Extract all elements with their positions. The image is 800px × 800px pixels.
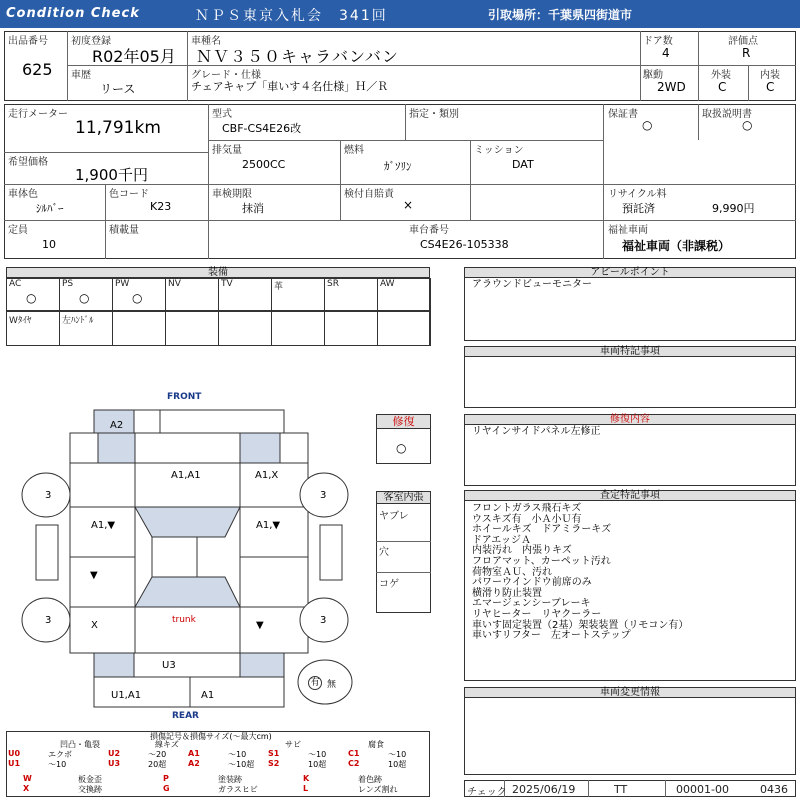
equipment-label: PW: [115, 279, 130, 289]
front-label: FRONT: [167, 392, 202, 402]
doors-label: ドア数: [643, 36, 673, 47]
inspection-note-line: フロアマット、カーペット汚れ: [472, 556, 611, 567]
change-info-title: 車両変更情報: [465, 688, 795, 698]
legend-code: G: [163, 784, 170, 793]
legend-desc: エクボ: [48, 750, 72, 759]
part-front-right: A1,X: [255, 470, 279, 481]
fuel: ｶﾞｿﾘﾝ: [384, 160, 412, 173]
legend-desc: ～10: [48, 760, 67, 769]
inspection-note-line: 横滑り防止装置: [472, 587, 542, 599]
legend-desc: 塗装跡: [218, 775, 242, 784]
drive: 2WD: [657, 80, 686, 94]
spare-tire-no: 無: [327, 680, 337, 690]
inspection-note-line: 荷物室ＡＵ、汚れ: [472, 566, 552, 578]
code: 00001-00: [676, 783, 729, 796]
spare-tire-yes: 有: [308, 676, 322, 690]
part-a2: A2: [110, 420, 124, 431]
appeal-title: アピールポイント: [465, 268, 795, 278]
legend-group: 凹凸・亀裂: [60, 740, 100, 749]
equipment-label: NV: [168, 279, 181, 289]
legend-code: W: [23, 774, 32, 783]
legend-desc: 着色跡: [358, 775, 382, 784]
fuel-label: 燃料: [344, 145, 364, 156]
inspection-note-line: リヤヒーター リヤクーラー: [472, 609, 602, 620]
equipment-mark: ○: [26, 291, 37, 305]
part-rear-right-door: ▼: [256, 620, 264, 631]
tire-rear-right: 3: [320, 615, 327, 626]
equipment-cell: [324, 311, 378, 346]
liability-label: 検付自賠責: [344, 189, 394, 200]
mission-label: ミッション: [474, 145, 524, 156]
inspection-note-line: パワーウインドウ前席のみ: [472, 577, 592, 589]
model-label: 型式: [212, 109, 232, 120]
legend-desc: ガラスヒビ: [218, 785, 258, 794]
part-left-mid: ▼: [90, 570, 98, 581]
rating-label: 評価点: [728, 36, 758, 47]
legend-desc: 10超: [308, 760, 327, 769]
inspection-note-line: 内装汚れ 内張りキズ: [472, 545, 572, 557]
equipment-label: AC: [9, 279, 22, 289]
part-rear-right: A1: [201, 690, 215, 701]
legend-desc: ～10: [308, 750, 327, 759]
first-reg-label: 初度登録: [71, 36, 111, 47]
check-date: 2025/06/19: [512, 783, 576, 796]
doc-num: 0436: [760, 783, 788, 796]
inspection-notes-title: 査定特記事項: [465, 491, 795, 501]
legend-desc: ～10超: [228, 760, 255, 769]
grade-label: グレード・仕様: [191, 70, 261, 81]
legend-code: K: [303, 774, 310, 783]
repair-mark: ○: [396, 441, 407, 455]
ext: C: [718, 80, 727, 94]
legend-desc: ～10: [228, 750, 247, 759]
first-reg: R02年05月: [92, 47, 176, 66]
appeal-text: アラウンドビューモニター: [472, 279, 592, 290]
legend-desc: 交換跡: [78, 785, 102, 794]
equipment-label: AW: [380, 279, 395, 289]
price: 1,900千円: [75, 166, 148, 184]
equipment-label: Wﾀｲﾔ: [9, 316, 32, 326]
legend-code: U2: [108, 749, 121, 758]
displacement-label: 排気量: [212, 145, 242, 156]
color-code-label: 色コード: [109, 189, 149, 200]
auction-name: ＮＰＳ東京入札会 341回: [195, 8, 388, 24]
part-front-left-door: A1,▼: [91, 520, 116, 531]
equipment-cell: [377, 311, 431, 346]
int-label: 内装: [760, 70, 780, 81]
legend-desc: 板金歪: [78, 775, 102, 784]
mileage: 11,791km: [75, 118, 161, 138]
legend-group: 線キズ: [155, 740, 179, 749]
mileage-label: 走行メーター: [8, 109, 68, 120]
welfare-label: 福祉車両: [608, 225, 648, 236]
history-label: 車歴: [71, 70, 91, 81]
chassis: CS4E26-105338: [420, 238, 509, 251]
part-rear-left: U1,A1: [111, 690, 142, 701]
color-label: 車体色: [8, 189, 38, 200]
rear-label: REAR: [172, 711, 199, 721]
legend-code: A1: [188, 749, 200, 758]
part-rear-left-door: X: [91, 620, 98, 631]
equipment-label: SR: [327, 279, 339, 289]
repair-title: 修復: [377, 415, 430, 429]
legend-desc: レンズ割れ: [358, 785, 398, 794]
manual-mark: ○: [742, 118, 753, 132]
color: ｼﾙﾊﾞｰ: [36, 202, 64, 215]
interior-item-tear: ヤブレ: [379, 511, 409, 522]
part-hood: A1,A1: [171, 470, 201, 481]
ext-label: 外装: [711, 70, 731, 81]
equipment-cell: [112, 311, 166, 346]
equipment-label: PS: [62, 279, 74, 289]
equipment-label: 左ﾊﾝﾄﾞﾙ: [62, 316, 94, 326]
repair-detail-text: リヤインサイドパネル左修正: [472, 426, 601, 437]
equipment-title: 装備: [7, 268, 429, 278]
equipment-label: 革: [274, 282, 284, 292]
legend-desc: ～20: [148, 750, 167, 759]
equipment-mark: ○: [132, 291, 143, 305]
legend-code: S2: [268, 759, 280, 768]
inspection-label: 車検期限: [212, 189, 252, 200]
legend-desc: 10超: [388, 760, 407, 769]
warranty-label: 保証書: [608, 109, 638, 120]
interior-title: 客室内張: [377, 492, 430, 504]
price-label: 希望価格: [8, 157, 48, 168]
legend-code: X: [23, 784, 30, 793]
mission: DAT: [512, 158, 534, 171]
part-front-right-door: A1,▼: [256, 520, 281, 531]
capacity: 10: [42, 238, 56, 251]
legend-code: P: [163, 774, 169, 783]
inspection-note-line: 車いす固定装置（2基）架装装置（リモコン有）: [472, 619, 689, 631]
legend-group: 腐食: [368, 740, 384, 749]
model: CBF-CS4E26改: [222, 122, 302, 135]
tire-front-right: 3: [320, 490, 327, 501]
color-code: K23: [150, 200, 172, 213]
equipment-cell: [165, 311, 219, 346]
warranty-mark: ○: [642, 118, 653, 132]
repair-detail-title: 修復内容: [465, 415, 795, 425]
part-rear-bumper-upper: U3: [162, 660, 176, 671]
inspection-note-line: ドアエッジＡ: [472, 534, 531, 546]
liability: ×: [403, 198, 414, 212]
equipment-cell: [218, 311, 272, 346]
legend-desc: ～10: [388, 750, 407, 759]
recycle-status: 預託済: [622, 202, 655, 215]
legend-code: A2: [188, 759, 200, 768]
change-info-box: [464, 687, 796, 775]
inspection-note-line: フロントガラス飛石キズ: [472, 503, 582, 514]
history: リース: [100, 82, 136, 96]
designation-label: 指定・類別: [409, 109, 459, 120]
lot-no: 625: [22, 60, 53, 79]
header-bar: [0, 0, 800, 28]
inspection-note-line: ウスキズ有 小Ａ小Ｕ有: [472, 513, 582, 525]
legend-title: 損傷記号＆損傷サイズ(～最大cm): [150, 732, 272, 741]
inspection: 抹消: [242, 202, 264, 215]
legend-code: U1: [8, 759, 21, 768]
equipment-label: TV: [221, 279, 233, 289]
interior-item-burn: コゲ: [379, 579, 399, 590]
car-damage-diagram: [0, 385, 370, 725]
car-name-label: 車種名: [191, 36, 221, 47]
checker: TT: [614, 783, 628, 796]
welfare: 福祉車両（非課税）: [622, 239, 731, 253]
recycle-label: リサイクル料: [608, 189, 667, 200]
special-title: 車両特記事項: [465, 347, 795, 357]
equipment-cell: [271, 311, 325, 346]
check-label: チェック: [467, 787, 507, 798]
legend-desc: 20超: [148, 760, 167, 769]
trunk-label: trunk: [172, 615, 196, 625]
manual-label: 取扱説明書: [702, 109, 752, 120]
recycle-fee: 9,990円: [712, 202, 755, 215]
grade: チェアキャブ「車いす４名仕様」Ｈ／Ｒ: [191, 80, 389, 93]
car-name: ＮＶ３５０キャラバンバン: [196, 47, 399, 66]
inspection-note-line: ホイールキズ ドアミラーキズ: [472, 524, 612, 536]
capacity-label: 定員: [8, 225, 28, 236]
pickup-location: 引取場所：千葉県四街道市: [488, 8, 633, 22]
legend-code: C2: [348, 759, 360, 768]
displacement: 2500CC: [242, 158, 286, 171]
tire-rear-left: 3: [45, 615, 52, 626]
rating: R: [742, 46, 751, 60]
header-title: Condition Check: [6, 6, 140, 21]
inspection-note-line: エマージェンシーブレーキ: [472, 598, 591, 610]
doors: 4: [662, 46, 670, 60]
interior-item-hole: 穴: [379, 547, 389, 558]
legend-group: サビ: [285, 740, 301, 749]
tire-front-left: 3: [45, 490, 52, 501]
legend-code: S1: [268, 749, 280, 758]
legend-code: U3: [108, 759, 121, 768]
inspection-note-line: 車いすリフター 左オートステップ: [472, 630, 631, 642]
lot-no-label: 出品番号: [8, 36, 48, 47]
int: C: [766, 80, 775, 94]
drive-label: 駆動: [643, 70, 663, 81]
legend-code: L: [303, 784, 309, 793]
legend-code: C1: [348, 749, 360, 758]
legend-code: U0: [8, 749, 21, 758]
chassis-label: 車台番号: [409, 225, 449, 236]
equipment-mark: ○: [79, 291, 90, 305]
load-label: 積載量: [109, 225, 139, 236]
